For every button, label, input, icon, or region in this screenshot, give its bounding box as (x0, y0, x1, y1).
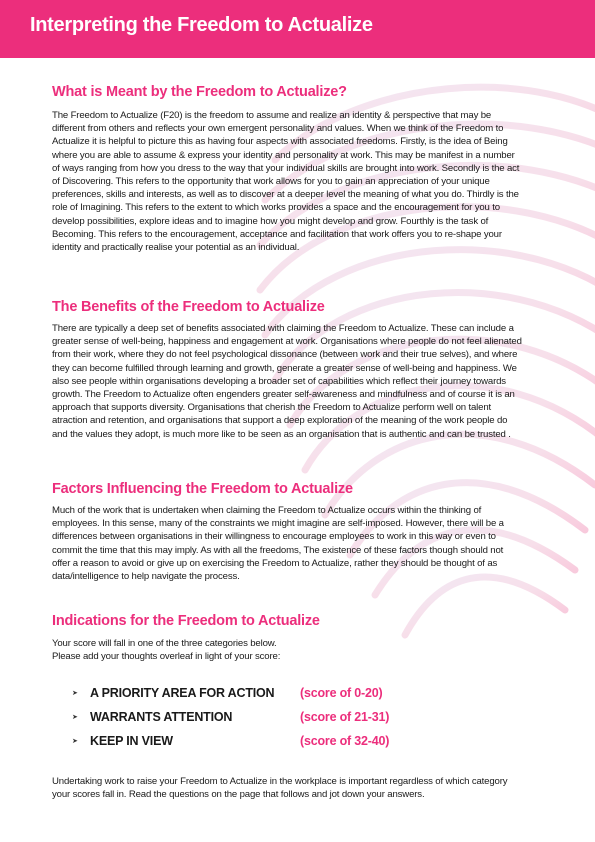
category-label: KEEP IN VIEW (90, 734, 173, 748)
section-title-indications: Indications for the Freedom to Actualize (52, 613, 320, 629)
category-label: A PRIORITY AREA FOR ACTION (90, 686, 275, 700)
category-score-range: (score of 21-31) (300, 710, 390, 724)
footer-instructions: Undertaking work to raise your Freedom to Actualize in the workplace is important regardless of which category your scores fall in. Read the questions on the page that follows and jot down your answers. (52, 776, 508, 801)
section-body-indications: Your score will fall in one of the three categories below. Please add your thoughts overleaf in light of your score: (52, 638, 281, 663)
section-body-factors: Much of the work that is undertaken when claiming the Freedom to Actualize occurs within the thinking of employees. In this sense, many of the constraints we might imagine are self-imposed. However, there will be a differences between organisations in their willingness to encourage employees to work in this way or even to commit the time that this may imply. As with all the freedoms, The existence of these factors though should not offer a reason to avoid or give up on exercising the Freedom to Actualize, rather they should be thought of as data/intelligence to help navigate the process. (52, 505, 504, 583)
category-score-range: (score of 0-20) (300, 686, 383, 700)
arrow-bullet-icon: ➤ (72, 714, 78, 721)
category-label: WARRANTS ATTENTION (90, 710, 233, 724)
category-score-range: (score of 32-40) (300, 734, 390, 748)
section-body-meaning: The Freedom to Actualize (F20) is the freedom to assume and realize an identity & perspective that may be different from others and reflects your own emergent personality and values. When we think of the Freedom to Actualize it is helpful to picture this as having four aspects with associated freedoms. Firstly, is the idea of Being where you are able to assume & express your identity and personality at work. This may be manifest in a number of ways ranging from how you dress to the way that your individual skills are brought into work. Secondly is the act of Discovering. This refers to the opportunity that work allows for you to gain an appreciation of your unique preferences, skills and interests, as well as to discover at a deeper level the meaning of what you do. Thirdly is the role of Imagining. This refers to the extent to which works provides a space and the encouragement for you to develop possibilities, explore ideas and to imagine how you might develop and grow. Fourthly is the task of Becoming. This refers to the encouragement, acceptance and facilitation that work offers you to re-shape your identity and practically realise your potential as an individual. (52, 110, 520, 254)
arrow-bullet-icon: ➤ (72, 738, 78, 745)
section-title-factors: Factors Influencing the Freedom to Actualize (52, 481, 353, 497)
section-body-benefits: There are typically a deep set of benefits associated with claiming the Freedom to Actualize. These can include a greater sense of well-being, happiness and engagement at work. Organisations where people do not feel alienated from their work, where they do not feel psychological dissonance (between work and their true selves), and where they can become fulfilled through learning and growth, generate a greater sense of well-being and happiness. We also see people within organisations developing a broader set of capabilities which reflect their journey towards growth. The Freedom to Actualize often engenders greater self-awareness and mindfulness and of course it is an approach that supports diversity. Organisations that cherish the Freedom to Actualize perform well on talent atraction and retention, and organisations that support a deep exploration of the meaning of the work people do and the values they adopt, is much more like to be seen as an organisation that is authentic and can be trusted . (52, 323, 522, 440)
section-title-meaning: What is Meant by the Freedom to Actualize? (52, 84, 347, 100)
arrow-bullet-icon: ➤ (72, 690, 78, 697)
header-bar (0, 0, 595, 58)
section-title-benefits: The Benefits of the Freedom to Actualize (52, 299, 325, 315)
page-title: Interpreting the Freedom to Actualize (30, 14, 373, 36)
